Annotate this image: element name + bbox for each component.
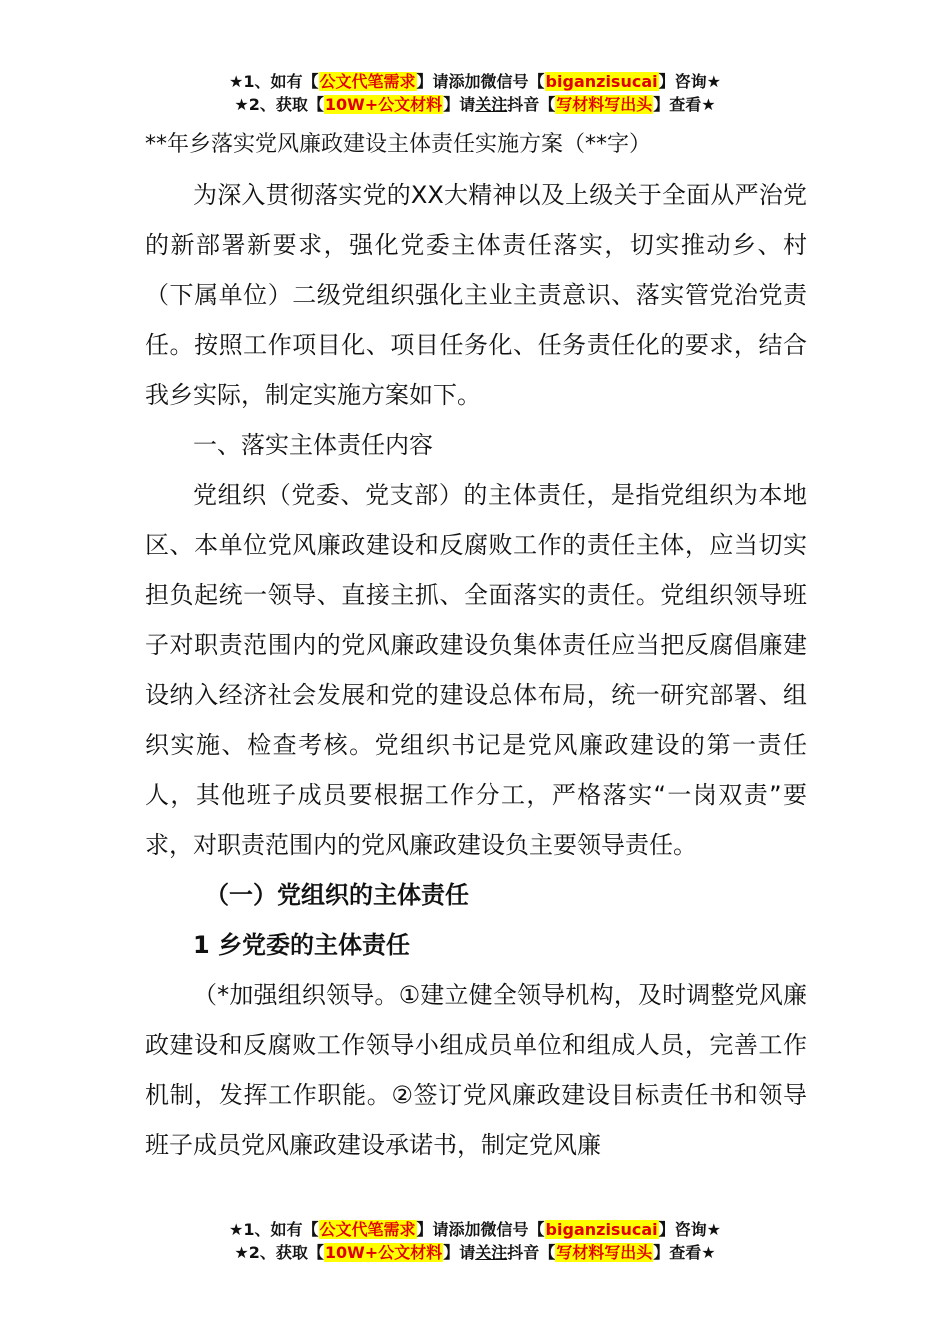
banner-highlight-wechat-id: biganzisucai — [545, 1220, 658, 1239]
item-1-paragraph: （*加强组织领导。①建立健全领导机构，及时调整党风廉政建设和反腐败工作领导小组成员单位和组成人员，完善工作机制，发挥工作职能。②签订党风廉政建设目标责任书和领导班子成员党风廉政建设承诺书，制定党风廉 — [145, 981, 807, 1159]
banner-highlight-materials: 10W+公文材料 — [324, 95, 443, 114]
top-banner-line-2: ★2、获取【10W+公文材料】请关注抖音【写材料写出头】查看★ — [234, 95, 716, 114]
subsection-heading-1: （一）党组织的主体责任 — [205, 881, 469, 909]
section-1-paragraph: 党组织（党委、党支部）的主体责任，是指党组织为本地区、本单位党风廉政建设和反腐败工作的责任主体，应当切实担负起统一领导、直接主抓、全面落实的责任。党组织领导班子对职责范围内的党风廉政建设负集体责任应当把反腐倡廉建设纳入经济社会发展和党的建设总体布局，统一研究部署、组织实施、检查考核。党组织书记是党风廉政建设的第一责任人，其他班子成员要根据工作分工，严格落实“一岗双责”要求，对职责范围内的党风廉政建设负主要领导责任。 — [145, 481, 807, 859]
banner-highlight-service: 公文代笔需求 — [319, 72, 416, 91]
document-body — [145, 170, 807, 1170]
document-title: **年乡落实党风廉政建设主体责任实施方案（**字） — [145, 132, 652, 157]
section-heading-1: 一、落实主体责任内容 — [193, 431, 433, 459]
top-banner — [0, 70, 950, 116]
banner-highlight-douyin: 写材料写出头 — [556, 1243, 653, 1262]
bottom-banner-line-2: ★2、获取【10W+公文材料】请关注抖音【写材料写出头】查看★ — [234, 1243, 716, 1262]
banner-highlight-service: 公文代笔需求 — [319, 1220, 416, 1239]
bottom-banner — [0, 1218, 950, 1264]
banner-highlight-douyin: 写材料写出头 — [556, 95, 653, 114]
bottom-banner-line-1: ★1、如有【公文代笔需求】请添加微信号【biganzisucai】咨询★ — [229, 1220, 721, 1239]
subsection-heading-1-1: 1 乡党委的主体责任 — [193, 931, 411, 959]
banner-highlight-wechat-id: biganzisucai — [545, 72, 658, 91]
intro-paragraph: 为深入贯彻落实党的XX大精神以及上级关于全面从严治党的新部署新要求，强化党委主体责任落实，切实推动乡、村（下属单位）二级党组织强化主业主责意识、落实管党治党责任。按照工作项目化、项目任务化、任务责任化的要求，结合我乡实际，制定实施方案如下。 — [145, 181, 807, 409]
banner-highlight-materials: 10W+公文材料 — [324, 1243, 443, 1262]
top-banner-line-1: ★1、如有【公文代笔需求】请添加微信号【biganzisucai】咨询★ — [229, 72, 721, 91]
